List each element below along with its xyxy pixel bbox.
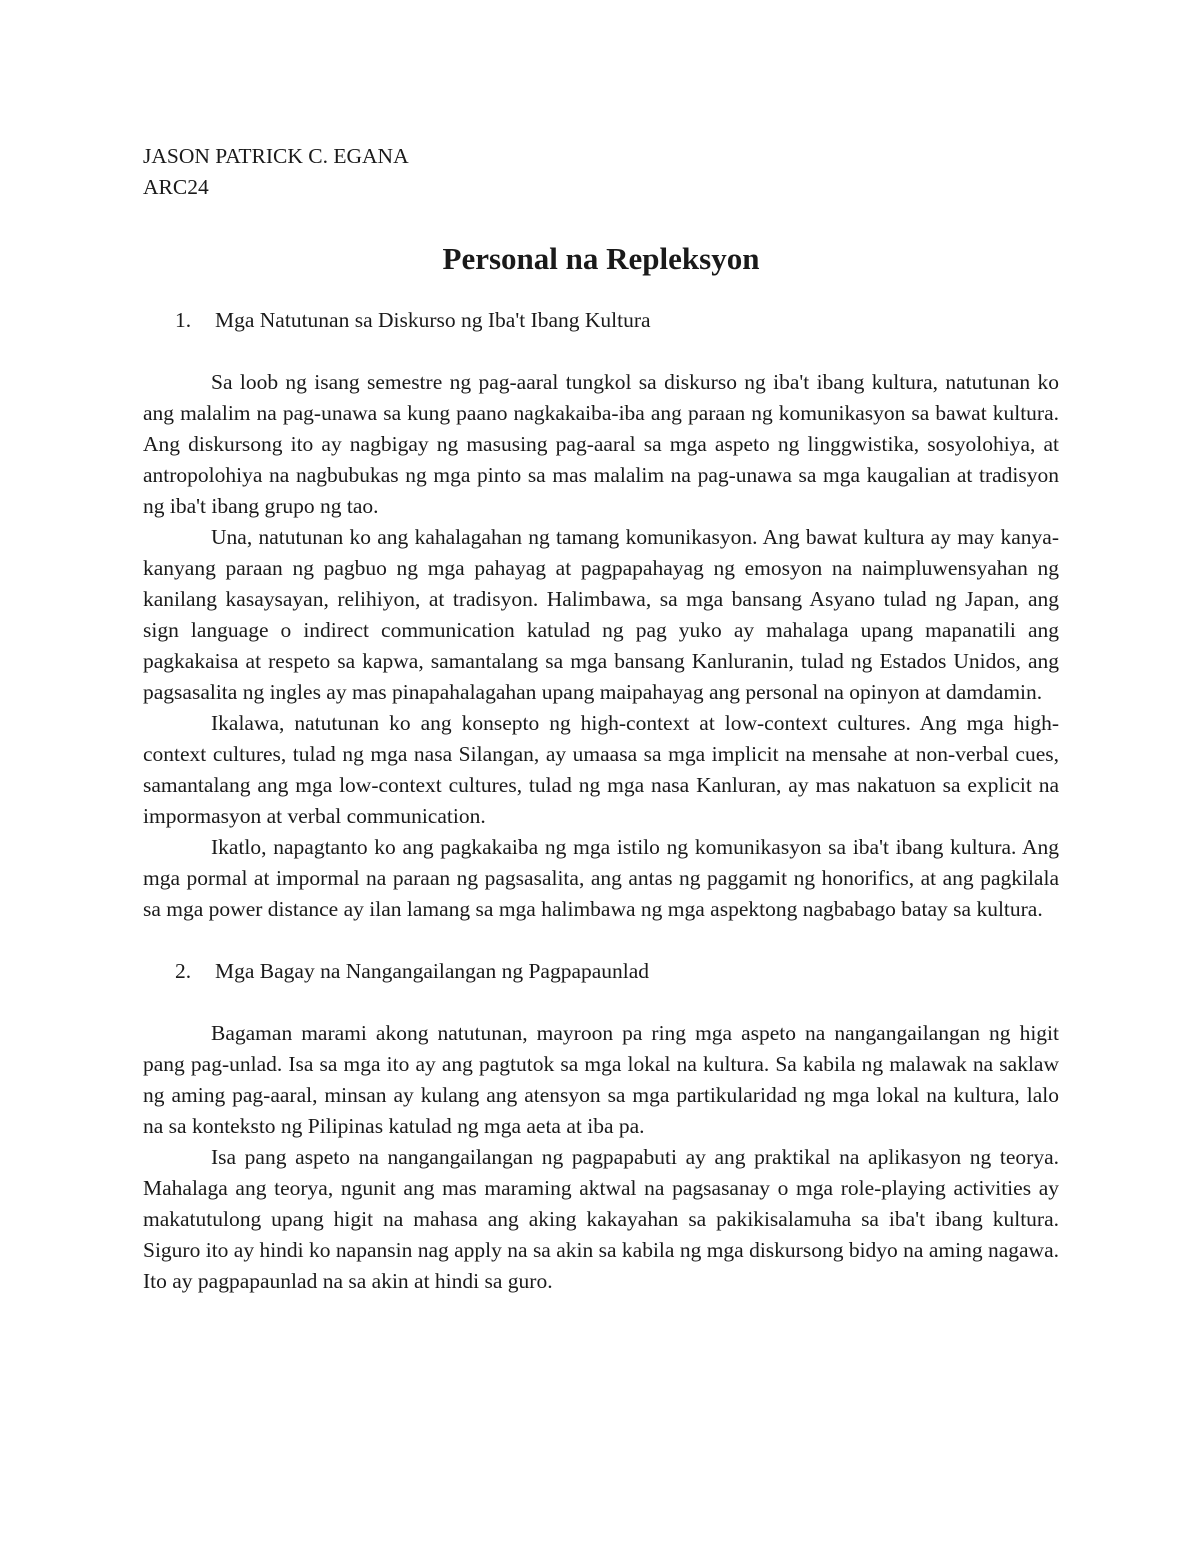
paragraph: Bagaman marami akong natutunan, mayroon pa ring mga aspeto na nangangailangan ng higit pang pag-unlad. Isa sa mga ito ay ang pagtutok sa mga lokal na kultura. Sa kabila ng malawak na saklaw ng aming pag-aaral, minsan ay kulang ang atensyon sa mga partikularidad ng mga lokal na kultura, lalo na sa konteksto ng Pilipinas katulad ng mga aeta at iba pa. — [143, 1021, 1059, 1138]
author-name: JASON PATRICK C. EGANA — [143, 144, 409, 168]
paragraph: Ikatlo, napagtanto ko ang pagkakaiba ng mga istilo ng komunikasyon sa iba't ibang kultura. Ang mga pormal at impormal na paraan ng pagsasalita, ang antas ng paggamit ng honorifics, at ang pagkilala sa mga power distance ay ilan lamang sa mga halimbawa ng mga aspektong nagbabago batay sa kultura. — [143, 835, 1059, 921]
paragraph: Ikalawa, natutunan ko ang konsepto ng high-context at low-context cultures. Ang mga high-context cultures, tulad ng mga nasa Silangan, ay umaasa sa mga implicit na mensahe at non-verbal cues, samantalang ang mga low-context cultures, tulad ng mga nasa Kanluran, ay mas nakatuon sa explicit na impormasyon at verbal communication. — [143, 711, 1059, 828]
section-heading-2 — [143, 956, 1059, 987]
section-number: 1. — [175, 308, 192, 332]
page-title: Personal na Repleksyon — [442, 241, 760, 276]
paragraph: Sa loob ng isang semestre ng pag-aaral tungkol sa diskurso ng iba't ibang kultura, natutunan ko ang malalim na pag-unawa sa kung paano nagkakaiba-iba ang paraan ng komunikasyon sa bawat kultura. Ang diskursong ito ay nagbigay ng masusing pag-aaral sa mga aspeto ng linggwistika, sosyolohiya, at antropolohiya na nagbubukas ng mga pinto sa mas malalim na pag-unawa sa mga kaugalian at tradisyon ng iba't ibang grupo ng tao. — [143, 370, 1059, 518]
paragraph: Una, natutunan ko ang kahalagahan ng tamang komunikasyon. Ang bawat kultura ay may kanya-kanyang paraan ng pagbuo ng mga pahayag at pagpapahayag ng emosyon na naimpluwensyahan ng kanilang kasaysayan, relihiyon, at tradisyon. Halimbawa, sa mga bansang Asyano tulad ng Japan, ang sign language o indirect communication katulad ng pag yuko ay mahalaga upang mapanatili ang pagkakaisa at respeto sa kapwa, samantalang sa mga bansang Kanluranin, tulad ng Estados Unidos, ang pagsasalita ng ingles ay mas pinapahalagahan upang maipahayag ang personal na opinyon at damdamin. — [143, 525, 1059, 704]
section-heading-text: Mga Bagay na Nangangailangan ng Pagpapaunlad — [215, 959, 650, 983]
document-body — [143, 141, 1059, 1297]
paragraph: Isa pang aspeto na nangangailangan ng pagpapabuti ay ang praktikal na aplikasyon ng teorya. Mahalaga ang teorya, ngunit ang mas maraming aktwal na pagsasanay o mga role-playing activities ay makatutulong upang higit na mahasa ang aking kakayahan sa pakikisalamuha sa iba't ibang kultura. Siguro ito ay hindi ko napansin nag apply na sa akin sa kabila ng mga diskursong bidyo na aming nagawa. Ito ay pagpapaunlad na sa akin at hindi sa guro. — [143, 1145, 1059, 1293]
course-code: ARC24 — [143, 175, 209, 199]
section-heading-1 — [143, 305, 1059, 336]
section-heading-text: Mga Natutunan sa Diskurso ng Iba't Ibang Kultura — [215, 308, 651, 332]
section-number: 2. — [175, 959, 192, 983]
